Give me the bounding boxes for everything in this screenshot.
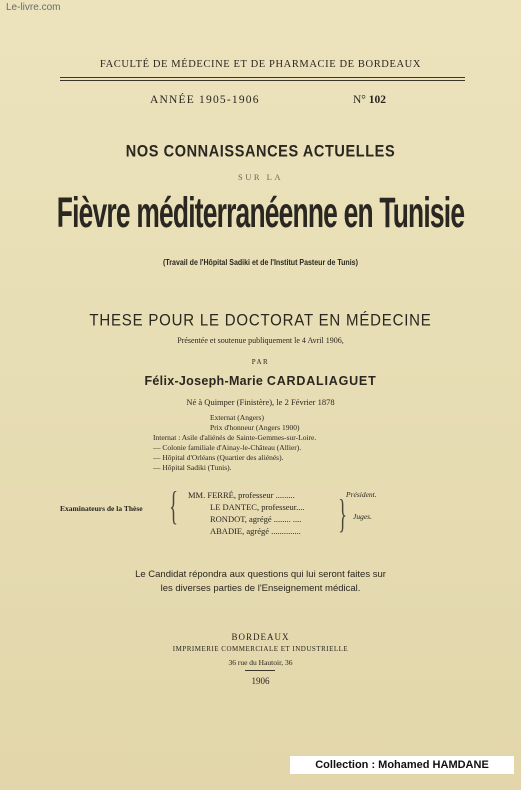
cv-line: Internat : Asile d'aliénés de Sainte-Gemmes-sur-Loire.	[153, 433, 317, 442]
imprint-printer: IMPRIMERIE COMMERCIALE ET INDUSTRIELLE	[172, 645, 349, 653]
birth-line: Né à Quimper (Finistère), le 2 Février 1878	[186, 397, 335, 407]
candidat-notice	[0, 568, 521, 596]
par-label: PAR	[251, 358, 270, 366]
examinateurs-label: Examinateurs de la Thèse	[60, 504, 143, 513]
presentee-line: Présentée et soutenue publiquement le 4 Avril 1906,	[177, 336, 344, 345]
jury-member: ABADIE, agrégé ..............	[210, 526, 301, 536]
president-role: Président.	[346, 490, 377, 499]
site-watermark: Le-livre.com	[6, 2, 61, 13]
right-brace: }	[338, 491, 347, 536]
title-main: Fièvre méditerranéenne en Tunisie	[56, 188, 465, 237]
numero-label	[353, 94, 386, 106]
title-line-1: NOS CONNAISSANCES ACTUELLES	[125, 143, 396, 161]
annee-label: ANNÉE 1905-1906	[150, 94, 260, 106]
candidat-line: les diverses parties de l'Enseignement médical.	[160, 583, 361, 594]
left-brace: {	[169, 483, 178, 528]
numero-prefix: N°	[353, 94, 366, 106]
imprint-divider	[245, 670, 275, 671]
imprint-year: 1906	[251, 676, 270, 686]
cv-line: — Hôpital d'Orléans (Quartier des aliénés).	[153, 453, 284, 462]
candidat-line: Le Candidat répondra aux questions qui lui seront faites sur	[135, 569, 386, 580]
author-last-name: CARDALIAGUET	[266, 374, 377, 388]
author-first-name: Félix-Joseph-Marie	[144, 374, 264, 388]
jury-member: RONDOT, agrégé ........ ....	[210, 514, 302, 524]
cv-line: Externat (Angers)	[210, 413, 264, 422]
faculte-heading: FACULTÉ DE MÉDECINE ET DE PHARMACIE DE BORDEAUX	[99, 59, 422, 70]
header-rule-top	[60, 77, 465, 78]
cv-line: — Hôpital Sadiki (Tunis).	[153, 463, 232, 472]
cv-line: Prix d'honneur (Angers 1900)	[210, 423, 300, 432]
title-sur-la: SUR LA	[238, 172, 283, 182]
header-rule-bottom	[60, 80, 465, 81]
collection-watermark: Collection : Mohamed HAMDANE	[290, 756, 514, 774]
imprint-city: BORDEAUX	[231, 632, 290, 642]
title-subtitle: (Travail de l'Hôpital Sadiki et de l'Institut Pasteur de Tunis)	[163, 258, 358, 267]
jury-member: LE DANTEC, professeur....	[210, 502, 305, 512]
author-name	[0, 374, 521, 388]
juges-role: Juges.	[353, 512, 372, 521]
jury-member: MM. FERRÉ, professeur .........	[188, 490, 295, 500]
numero-value: 102	[368, 94, 387, 106]
these-heading: THESE POUR LE DOCTORAT EN MÉDECINE	[89, 311, 432, 330]
cv-line: — Colonie familiale d'Ainay-le-Château (Allier).	[153, 443, 302, 452]
imprint-address: 36 rue du Hautoir, 36	[228, 658, 293, 667]
